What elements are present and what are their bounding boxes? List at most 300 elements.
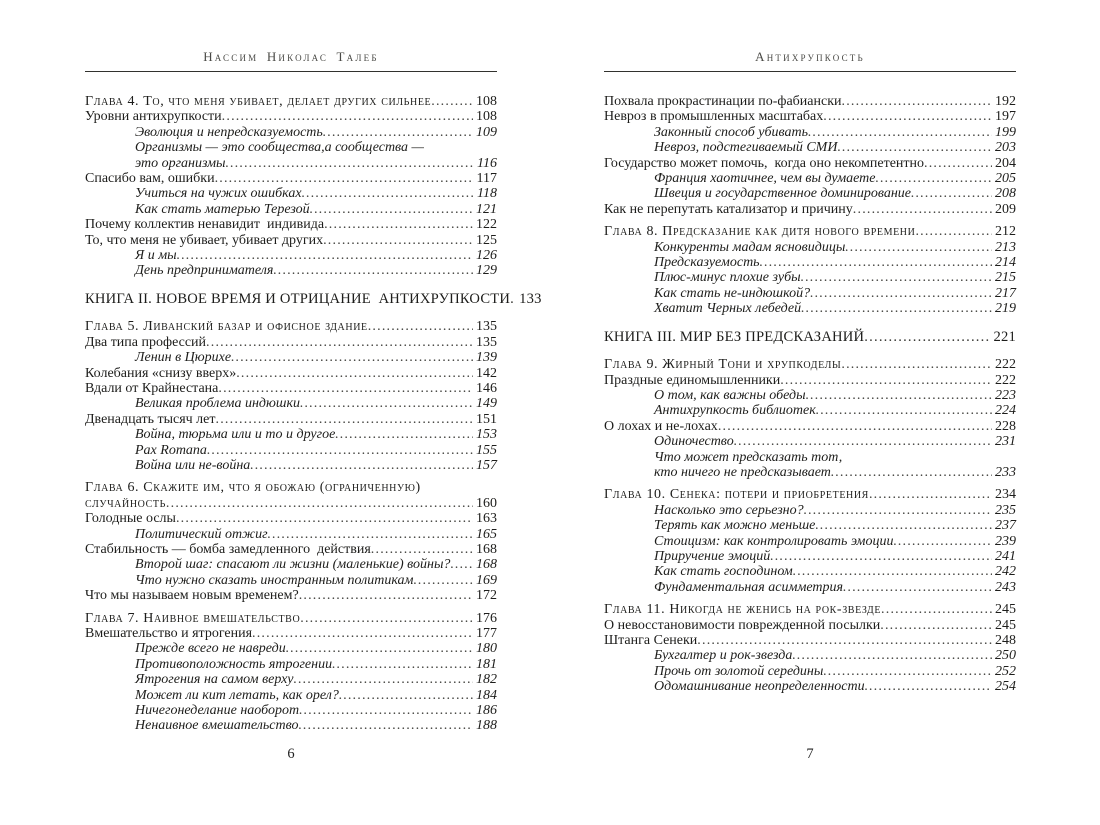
toc-column-right [604, 94, 1016, 695]
toc-entry [85, 588, 497, 603]
entry-page-number: 222 [995, 357, 1016, 373]
entry-title: Приручение эмоций [654, 548, 771, 564]
toc-entry [604, 487, 1016, 502]
dot-leader [177, 248, 473, 263]
entry-page-number: 155 [476, 442, 497, 458]
entry-title: Голодные ослы [85, 511, 176, 527]
entry-title: Великая проблема индюшки [135, 396, 301, 412]
entry-page-number: 233 [995, 464, 1016, 480]
entry-page-number: 243 [995, 579, 1016, 595]
dot-leader [845, 240, 992, 255]
dot-leader [770, 549, 992, 564]
entry-page-number: 228 [995, 418, 1016, 434]
dot-leader [760, 255, 992, 270]
dot-leader [823, 664, 992, 679]
dot-leader [843, 580, 992, 595]
dot-leader [450, 557, 473, 572]
dot-leader [176, 511, 473, 526]
toc-entry [85, 412, 497, 427]
entry-title: День предпринимателя [135, 263, 274, 279]
entry-page-number: 108 [476, 94, 497, 109]
entry-title: Стабильность — бомба замедленного действия [85, 541, 371, 557]
dot-leader [226, 156, 474, 171]
toc-entry [85, 496, 497, 511]
entry-page-number: 129 [476, 263, 497, 279]
entry-title: Как не перепутать катализатор и причину [604, 201, 853, 217]
entry-page-number: 157 [476, 457, 497, 473]
toc-entry [135, 443, 497, 458]
toc-entry [135, 557, 497, 572]
dot-leader [300, 611, 473, 626]
entry-title: Штанга Сенеки [604, 633, 698, 648]
toc-entry [654, 503, 1016, 518]
toc-entry [85, 109, 497, 124]
entry-title: КНИГА III. МИР БЕЗ ПРЕДСКАЗАНИЙ [604, 328, 865, 345]
dot-leader [915, 224, 992, 239]
entry-page-number: 139 [476, 350, 497, 366]
entry-page-number: 149 [476, 396, 497, 412]
page-number-right: 7 [806, 746, 814, 762]
entry-title: Я и мы [135, 248, 177, 264]
page-left [85, 0, 542, 825]
entry-title: Глава 4. То, что меня убивает, делает других сильнее [85, 94, 432, 109]
dot-leader [810, 286, 992, 301]
dot-leader [250, 458, 473, 473]
toc-entry [135, 263, 497, 278]
page-number-left: 6 [287, 746, 295, 762]
dot-leader [734, 434, 992, 449]
dot-leader [806, 388, 992, 403]
entry-title: Может ли кит летать, как орел? [135, 687, 339, 703]
toc-entry [604, 224, 1016, 239]
dot-leader [865, 679, 992, 694]
entry-page-number: 122 [476, 217, 497, 233]
toc-entry [85, 480, 497, 495]
dot-leader [332, 657, 473, 672]
toc-entry [604, 109, 1016, 124]
dot-leader [310, 202, 473, 217]
dot-leader [831, 465, 992, 480]
entry-page-number: 169 [476, 572, 497, 588]
entry-title: Как стать господином [654, 564, 793, 580]
entry-title: Глава 7. Наивное вмешательство [85, 610, 301, 626]
entry-title: Организмы — это сообщества,а сообщества — [135, 140, 424, 156]
entry-page-number: 135 [476, 334, 497, 350]
entry-title: Что мы называем новым временем? [85, 588, 299, 604]
toc-entry [654, 518, 1016, 533]
toc-entry [135, 350, 497, 365]
dot-leader [823, 109, 992, 124]
entry-title: Противоположность ятрогении [135, 656, 333, 672]
entry-page-number: 135 [476, 319, 497, 335]
entry-title: Уровни антихрупкости [85, 109, 222, 125]
toc-entry [135, 156, 497, 171]
entry-page-number: 215 [995, 270, 1016, 286]
dot-leader [218, 381, 473, 396]
entry-title: Глава 9. Жирный Тони и хрупкоделы [604, 357, 842, 373]
dot-leader [299, 588, 473, 603]
dot-leader [880, 618, 992, 633]
dot-leader [273, 263, 473, 278]
toc-entry [135, 202, 497, 217]
toc-entry [654, 301, 1016, 316]
entry-page-number: 242 [995, 564, 1016, 580]
dot-leader [166, 496, 473, 511]
entry-title: Ничегонеделание наоборот [135, 703, 300, 719]
running-head-title: Антихрупкость [755, 49, 865, 64]
entry-title: Одомашнивание неопределенности [654, 679, 865, 695]
entry-title: Что нужно сказать иностранным политикам [135, 572, 414, 588]
dot-leader [816, 403, 992, 418]
toc-entry [85, 217, 497, 232]
toc-entry [604, 618, 1016, 633]
toc-entry [654, 125, 1016, 140]
entry-page-number: 197 [995, 109, 1016, 125]
entry-page-number: 212 [995, 224, 1016, 240]
entry-title: О лохах и не-лохах [604, 418, 718, 434]
dot-leader [876, 171, 993, 186]
entry-page-number: 146 [476, 380, 497, 396]
toc-entry [654, 549, 1016, 564]
entry-page-number: 168 [476, 541, 497, 557]
entry-page-number: 205 [995, 171, 1016, 187]
dot-leader [371, 542, 473, 557]
entry-title: Фундаментальная асимметрия [654, 579, 844, 595]
entry-title: Второй шаг: спасают ли жизни (маленькие) войны? [135, 557, 451, 573]
toc-entry [604, 602, 1016, 617]
entry-page-number: 248 [995, 633, 1016, 648]
entry-page-number: 151 [476, 411, 497, 427]
toc-entry [604, 330, 1016, 345]
entry-page-number: 182 [476, 672, 497, 688]
entry-title: Война или не-война [135, 457, 251, 473]
entry-title: Терять как можно меньше [654, 518, 816, 534]
dot-leader [869, 487, 992, 502]
dot-leader [298, 718, 473, 733]
entry-page-number: 186 [476, 703, 497, 719]
toc-entry [85, 335, 497, 350]
entry-title: КНИГА II. НОВОЕ ВРЕМЯ И ОТРИЦАНИЕ АНТИХРУПКОСТИ [85, 290, 511, 307]
entry-title: Эволюция и непредсказуемость [135, 124, 323, 140]
dot-leader [881, 602, 992, 617]
toc-entry [85, 290, 542, 307]
toc-entry [135, 140, 497, 155]
entry-title: Ятрогения на самом верху [135, 672, 294, 688]
dot-leader [808, 125, 992, 140]
toc-entry [135, 573, 497, 588]
toc-entry [654, 534, 1016, 549]
toc-entry [654, 140, 1016, 155]
entry-page-number: 180 [476, 641, 497, 657]
entry-page-number: 245 [995, 602, 1016, 618]
dot-leader [215, 171, 474, 186]
dot-leader [299, 703, 473, 718]
entry-title: это организмы [135, 155, 226, 171]
entry-title: Швеция и государственное доминирование [654, 186, 912, 202]
entry-title: Двенадцать тысяч лет [85, 411, 216, 427]
running-head-author: Нассим Николас Талеб [203, 49, 379, 64]
dot-leader [780, 373, 992, 388]
toc-entry [85, 233, 497, 248]
entry-title: Праздные единомышленники [604, 372, 781, 388]
entry-title: Законный способ убивать [654, 124, 808, 140]
dot-leader [286, 641, 473, 656]
dot-leader [837, 140, 992, 155]
toc-entry [85, 381, 497, 396]
entry-page-number: 223 [995, 387, 1016, 403]
header-rule-right [604, 71, 1016, 72]
toc-entry [135, 427, 497, 442]
entry-title: Франция хаотичнее, чем вы думаете [654, 171, 876, 187]
entry-title: Спасибо вам, ошибки [85, 171, 215, 187]
toc-entry [654, 580, 1016, 595]
entry-page-number: 209 [995, 201, 1016, 217]
entry-title: Как стать матерью Терезой [135, 201, 310, 217]
entry-title: Предсказуемость [654, 255, 760, 271]
toc-entry [135, 641, 497, 656]
entry-page-number: 133 [519, 290, 542, 307]
dot-leader [911, 186, 992, 201]
dot-leader [335, 427, 473, 442]
toc-entry [654, 434, 1016, 449]
entry-title: Политический отжиг [135, 526, 268, 542]
dot-leader [718, 419, 992, 434]
entry-page-number: 239 [995, 533, 1016, 549]
entry-title: То, что меня не убивает, убивает других [85, 232, 324, 248]
dot-leader [853, 202, 992, 217]
dot-leader [697, 633, 992, 648]
entry-title: Плюс-минус плохие зубы [654, 270, 801, 286]
dot-leader [431, 94, 473, 109]
entry-title: Учиться на чужих ошибках [135, 186, 302, 202]
entry-page-number: 188 [476, 718, 497, 734]
entry-page-number: 254 [995, 679, 1016, 695]
toc-entry [85, 511, 497, 526]
entry-title: Вмешательство и ятрогения [85, 626, 253, 641]
entry-page-number: 203 [995, 140, 1016, 156]
dot-leader [924, 156, 992, 171]
toc-entry [85, 319, 497, 334]
entry-title: Одиночество [654, 434, 734, 450]
toc-column-left [85, 94, 542, 734]
entry-title: Ленин в Цюрихе [135, 350, 232, 366]
entry-page-number: 172 [476, 588, 497, 604]
toc-entry [604, 633, 1016, 648]
dot-leader [222, 109, 473, 124]
dot-leader [300, 396, 473, 411]
dot-leader [216, 412, 473, 427]
toc-entry [654, 388, 1016, 403]
entry-title: Глава 6. Скажите им, что я обожаю (ограниченную) [85, 480, 421, 496]
entry-title: Глава 8. Предсказание как дитя нового времени [604, 224, 916, 240]
toc-entry [654, 255, 1016, 270]
dot-leader [368, 319, 473, 334]
entry-page-number: 125 [476, 232, 497, 248]
toc-entry [85, 171, 497, 186]
toc-entry [135, 688, 497, 703]
entry-title: Государство может помочь, когда оно некомпетентно [604, 155, 925, 171]
dot-leader [801, 270, 992, 285]
toc-entry [654, 648, 1016, 663]
toc-entry [135, 703, 497, 718]
entry-title: Два типа профессий [85, 334, 207, 350]
toc-entry [135, 125, 497, 140]
dot-leader [323, 125, 473, 140]
toc-entry [135, 657, 497, 672]
toc-entry [604, 202, 1016, 217]
entry-page-number: 221 [993, 328, 1016, 345]
entry-title: кто ничего не предсказывает [654, 464, 831, 480]
dot-leader [842, 94, 992, 109]
dot-leader [510, 292, 516, 307]
toc-entry [654, 679, 1016, 694]
dot-leader [804, 503, 992, 518]
entry-page-number: 118 [477, 186, 497, 202]
entry-page-number: 252 [995, 663, 1016, 679]
entry-page-number: 199 [995, 124, 1016, 140]
entry-title: Ненаивное вмешательство [135, 718, 299, 734]
entry-title: Что может предсказать тот, [654, 449, 843, 465]
entry-title: Конкуренты мадам ясновидицы [654, 239, 846, 255]
dot-leader [302, 186, 474, 201]
entry-page-number: 250 [995, 648, 1016, 664]
dot-leader [252, 626, 473, 641]
toc-entry [135, 248, 497, 263]
toc-entry [135, 458, 497, 473]
dot-leader [231, 350, 473, 365]
entry-title: Прочь от золотой середины [654, 663, 824, 679]
dot-leader [236, 366, 473, 381]
toc-entry [654, 286, 1016, 301]
dot-leader [893, 534, 992, 549]
entry-title: Вдали от Крайнестана [85, 380, 219, 396]
entry-title: Невроз в промышленных масштабах [604, 109, 824, 125]
entry-title: Почему коллектив ненавидит индивида [85, 217, 325, 233]
entry-title: Прежде всего не навреди [135, 641, 286, 657]
toc-entry [654, 171, 1016, 186]
entry-page-number: 176 [476, 610, 497, 626]
entry-title: Война, тюрьма или и то и другое [135, 427, 336, 443]
toc-entry [135, 396, 497, 411]
toc-entry [135, 672, 497, 687]
toc-entry [654, 403, 1016, 418]
entry-title: О невосстановимости поврежденной посылки [604, 617, 881, 633]
entry-page-number: 241 [995, 548, 1016, 564]
toc-entry [654, 240, 1016, 255]
entry-page-number: 184 [476, 687, 497, 703]
entry-page-number: 222 [995, 372, 1016, 388]
toc-entry [654, 564, 1016, 579]
dot-leader [206, 335, 473, 350]
dot-leader [792, 648, 992, 663]
toc-entry [135, 527, 497, 542]
entry-page-number: 126 [476, 248, 497, 264]
entry-page-number: 121 [476, 201, 497, 217]
entry-page-number: 116 [477, 155, 497, 171]
toc-entry [654, 465, 1016, 480]
dot-leader [268, 527, 473, 542]
entry-title: Невроз, подстегиваемый СМИ [654, 140, 838, 156]
toc-entry [604, 373, 1016, 388]
entry-page-number: 231 [995, 434, 1016, 450]
toc-entry [654, 186, 1016, 201]
dot-leader [801, 301, 992, 316]
entry-page-number: 117 [476, 171, 497, 187]
entry-title: Бухгалтер и рок-звезда [654, 648, 793, 664]
entry-title: Колебания «снизу вверх» [85, 365, 237, 381]
header-rule-left [85, 71, 497, 72]
toc-entry [85, 94, 497, 109]
entry-page-number: 181 [476, 656, 497, 672]
entry-page-number: 214 [995, 255, 1016, 271]
entry-page-number: 177 [476, 626, 497, 641]
entry-page-number: 109 [476, 124, 497, 140]
entry-title: Хватит Черных лебедей [654, 301, 802, 317]
entry-page-number: 245 [995, 617, 1016, 633]
entry-title: Как стать не-индюшкой? [654, 285, 811, 301]
dot-leader [413, 573, 473, 588]
toc-entry [85, 366, 497, 381]
entry-title: О том, как важны обеды [654, 387, 806, 403]
entry-page-number: 235 [995, 502, 1016, 518]
entry-page-number: 217 [995, 285, 1016, 301]
entry-page-number: 208 [995, 186, 1016, 202]
entry-title: Похвала прокрастинации по-фабиански [604, 94, 842, 109]
dot-leader [864, 330, 990, 345]
entry-title: Стоицизм: как контролировать эмоции [654, 533, 894, 549]
toc-entry [654, 270, 1016, 285]
entry-page-number: 192 [995, 94, 1016, 109]
toc-entry [654, 450, 1016, 465]
entry-page-number: 142 [476, 365, 497, 381]
entry-page-number: 219 [995, 301, 1016, 317]
dot-leader [841, 357, 992, 372]
entry-page-number: 163 [476, 511, 497, 527]
toc-entry [604, 94, 1016, 109]
dot-leader [323, 233, 473, 248]
entry-page-number: 234 [995, 487, 1016, 503]
dot-leader [339, 688, 473, 703]
toc-entry [604, 156, 1016, 171]
toc-entry [85, 626, 497, 641]
toc-entry [135, 718, 497, 733]
entry-title: Насколько это серьезно? [654, 502, 804, 518]
entry-page-number: 108 [476, 109, 497, 125]
dot-leader [815, 518, 992, 533]
entry-title: Pax Romana [135, 442, 207, 458]
entry-title: случайность [85, 495, 166, 511]
dot-leader [207, 443, 473, 458]
dot-leader [324, 217, 473, 232]
entry-page-number: 237 [995, 518, 1016, 534]
entry-page-number: 160 [476, 495, 497, 511]
toc-entry [135, 186, 497, 201]
toc-entry [85, 542, 497, 557]
toc-entry [604, 357, 1016, 372]
entry-page-number: 153 [476, 427, 497, 443]
entry-page-number: 168 [476, 557, 497, 573]
entry-page-number: 204 [995, 155, 1016, 171]
entry-page-number: 213 [995, 239, 1016, 255]
entry-title: Глава 5. Ливанский базар и офисное здание [85, 319, 368, 335]
entry-title: Глава 10. Сенека: потери и приобретения [604, 487, 869, 503]
toc-entry [604, 419, 1016, 434]
dot-leader [294, 672, 473, 687]
entry-page-number: 165 [476, 526, 497, 542]
entry-title: Антихрупкость библиотек [654, 403, 816, 419]
entry-page-number: 224 [995, 403, 1016, 419]
page-right [604, 0, 1016, 825]
